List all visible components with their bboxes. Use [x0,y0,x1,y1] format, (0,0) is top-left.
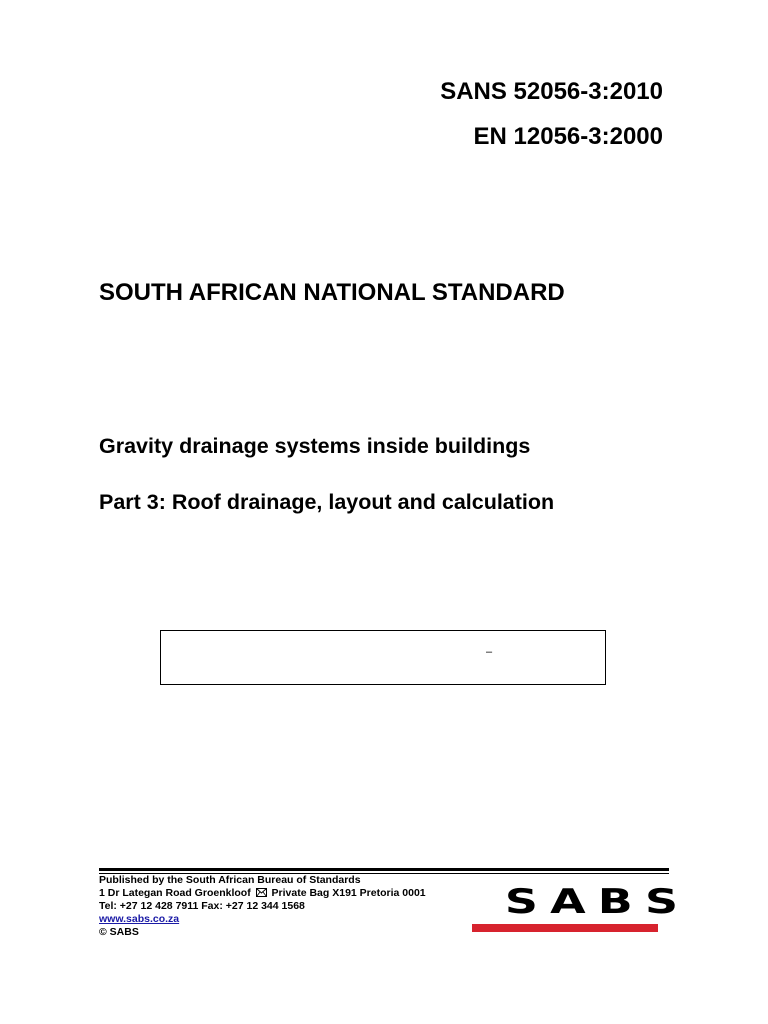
notice-box [160,630,606,685]
en-standard-number: EN 12056-3:2000 [473,123,663,150]
publisher-line: Published by the South African Bureau of Standards [99,874,361,886]
publisher-info [99,874,426,939]
copyright-holder: SABS [109,926,139,938]
website-link[interactable]: www.sabs.co.za [99,913,180,925]
sabs-logo-text: SABS [504,882,691,922]
footer-rule-thick [99,868,669,871]
publisher-phone: Tel: +27 12 428 7911 Fax: +27 12 344 1568 [99,900,305,912]
publisher-address [99,887,426,900]
sabs-logo [472,882,691,934]
sans-standard-number: SANS 52056-3:2010 [440,78,663,105]
publisher-postal: Private Bag X191 Pretoria 0001 [271,887,426,899]
sabs-logo-bar [472,924,658,932]
publisher-street: 1 Dr Lategan Road Groenkloof [99,887,251,899]
envelope-icon [256,888,267,897]
document-part-title: Part 3: Roof drainage, layout and calculation [99,490,555,514]
copyright-icon: © [99,926,107,938]
document-title: Gravity drainage systems inside buildings [99,434,531,458]
copyright-line [99,926,426,939]
national-standard-heading: SOUTH AFRICAN NATIONAL STANDARD [99,279,565,306]
notice-box-mark: – [486,646,493,658]
